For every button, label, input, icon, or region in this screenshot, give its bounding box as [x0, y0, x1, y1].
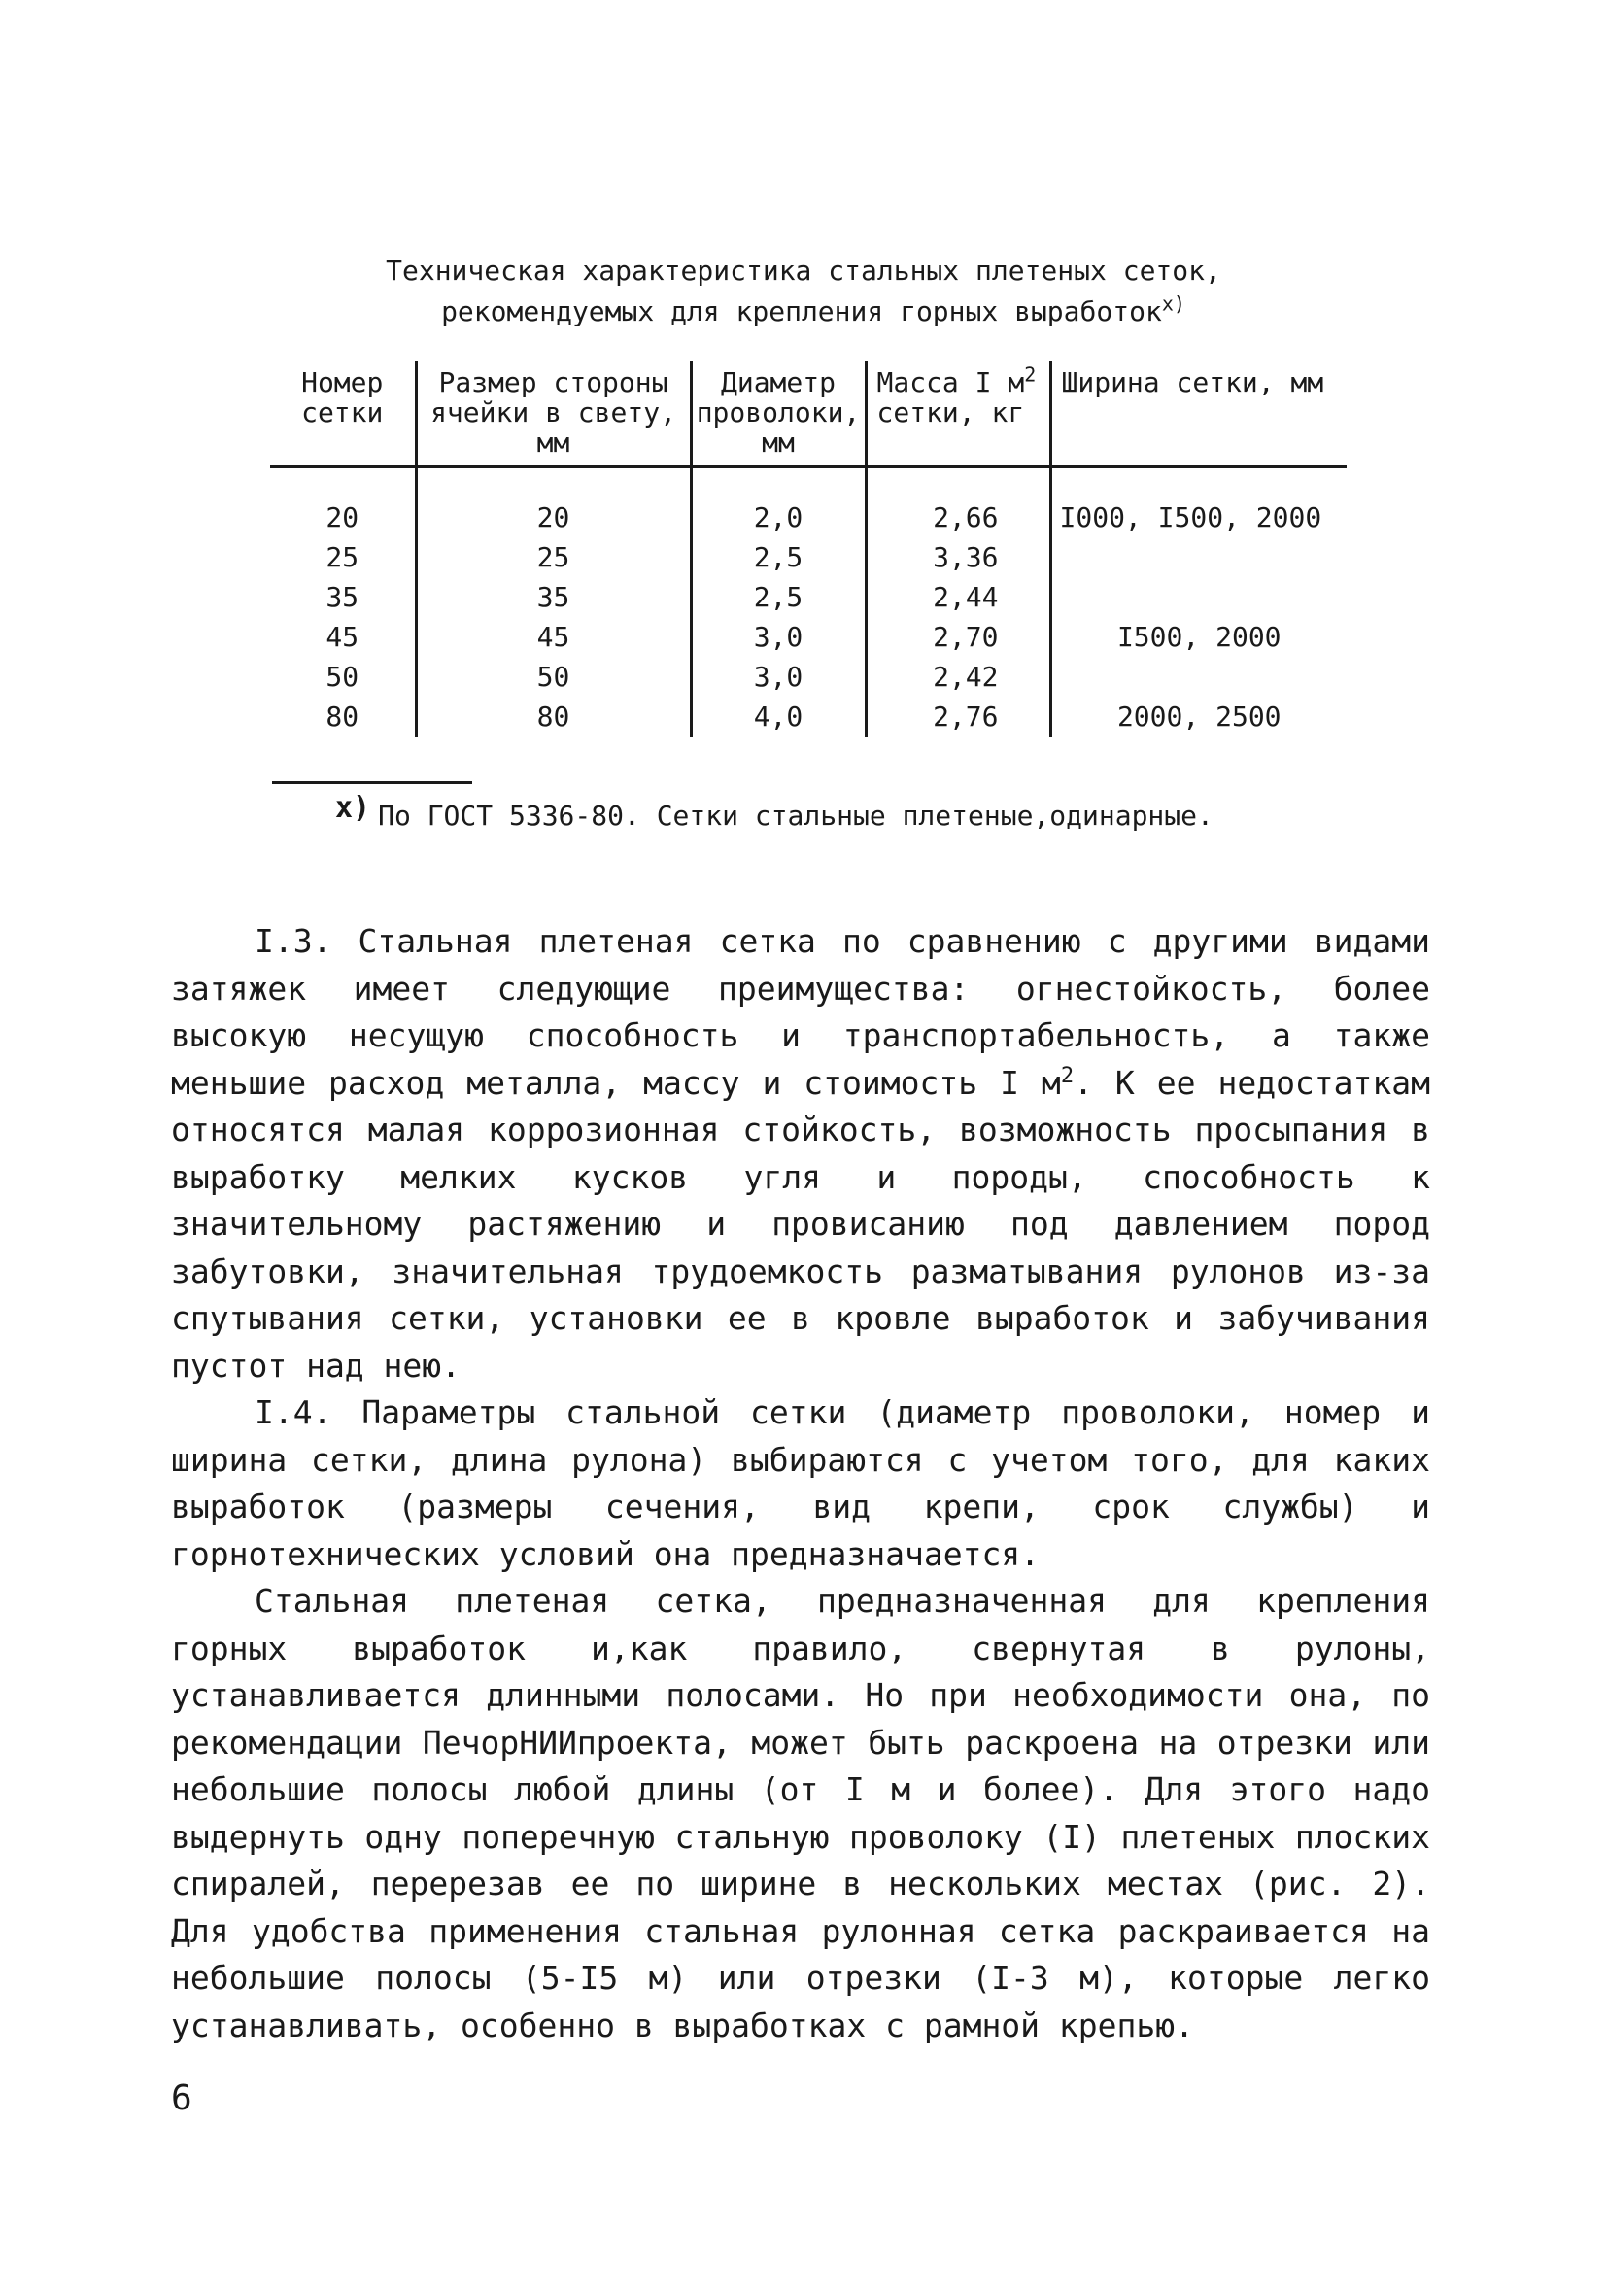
cell-width — [1050, 577, 1347, 617]
cell-number: 35 — [325, 581, 359, 613]
cell-wire-diameter: 4,0 — [691, 697, 866, 737]
cell-width: I500, 2000 — [1050, 617, 1347, 657]
page-number: 6 — [171, 2078, 192, 2118]
cell-wire-diameter: 2,0 — [691, 467, 866, 538]
cell-wire-diameter: 2,5 — [691, 577, 866, 617]
cell-number: 20 — [325, 501, 359, 533]
cell-cell-size: 45 — [416, 617, 691, 657]
table-row — [270, 537, 1347, 577]
cell-width: 2000, 2500 — [1050, 697, 1347, 737]
header-wire-diameter: Диаметр проволоки, мм — [691, 361, 866, 467]
paragraph-1-3-end: . К ее недостаткам относятся малая коррозионная стойкость, возможность просыпания в выработку мелких кусков угля и породы, способность к значительному растяжению и провисанию под давлением пород забутовки, значительная трудоемкость разматывания рулонов из-за спутывания сетки, установки ее в кровле выработок и забучивания пустот над нею. — [171, 1063, 1431, 1385]
cell-width: I000, I500, 2000 — [1050, 467, 1347, 538]
cell-number: 25 — [325, 541, 359, 573]
table-row — [270, 467, 1347, 538]
cell-width — [1050, 537, 1347, 577]
body-text — [171, 918, 1430, 2049]
mesh-specs-table — [270, 361, 1347, 737]
cell-mass: 2,76 — [866, 697, 1050, 737]
table-caption-line2 — [0, 291, 1607, 332]
cell-number: 45 — [325, 621, 359, 653]
cell-mass: 2,70 — [866, 617, 1050, 657]
table-header-row — [270, 361, 1347, 467]
table-caption-line2-text: рекомендуемых для крепления горных выработок — [441, 295, 1162, 327]
paragraph-steel-mesh: Стальная плетеная сетка, предназначенная для крепления горных выработок и,как правило, свернутая в рулоны, устанавливается длинными полосами. Но при необходимости она, по рекомендации ПечорНИИпроекта, может быть раскроена на отрезки или небольшие полосы любой длины (от I м и более). Для этого надо выдернуть одну поперечную стальную проволоку (I) плетеных плоских спиралей, перерезав ее по ширине в нескольких местах (рис. 2). Для удобства применения стальная рулонная сетка раскраивается на небольшие полосы (5-I5 м) или отрезки (I-3 м), которые легко устанавливать, особенно в выработках с рамной крепью. — [171, 1582, 1430, 2044]
footnote-marker: x) — [335, 791, 371, 825]
paragraph-1-3-superscript: 2 — [1060, 1063, 1075, 1088]
table-row — [270, 577, 1347, 617]
paragraph-1-4: I.4. Параметры стальной сетки (диаметр проволоки, номер и ширина сетки, длина рулона) выбираются с учетом того, для каких выработок (размеры сечения, вид крепи, срок службы) и горнотехнических условий она предназначается. — [171, 1393, 1430, 1573]
cell-mass: 2,42 — [866, 657, 1050, 697]
table-row — [270, 697, 1347, 737]
cell-mass: 3,36 — [866, 537, 1050, 577]
table-row — [270, 617, 1347, 657]
cell-width — [1050, 657, 1347, 697]
header-mass-prefix: Масса I м — [876, 366, 1025, 398]
paragraph-1-3-start: I.3. Стальная плетеная сетка по сравнению с другими видами затяжек имеет следующие преимущества: огнестойкость, более высокую несущую способность и транспортабельность, а также меньшие расход металла, массу и стоимость I м — [171, 922, 1430, 1102]
cell-mass: 2,66 — [866, 467, 1050, 538]
cell-cell-size: 20 — [416, 467, 691, 538]
cell-wire-diameter: 2,5 — [691, 537, 866, 577]
header-number: Номер сетки — [270, 361, 416, 467]
cell-mass: 2,44 — [866, 577, 1050, 617]
cell-cell-size: 80 — [416, 697, 691, 737]
footnote-text: По ГОСТ 5336-80. Сетки стальные плетеные,одинарные. — [378, 800, 1214, 832]
table-caption-footnote-marker: x) — [1161, 291, 1185, 316]
paragraph-1-3 — [171, 918, 1430, 1389]
cell-number: 80 — [325, 701, 359, 733]
header-mass-suffix: сетки, кг — [876, 396, 1025, 428]
footnote-divider — [272, 781, 472, 784]
cell-cell-size: 25 — [416, 537, 691, 577]
table-caption — [0, 251, 1607, 332]
header-cell-size: Размер стороны ячейки в свету, мм — [416, 361, 691, 467]
cell-cell-size: 50 — [416, 657, 691, 697]
cell-cell-size: 35 — [416, 577, 691, 617]
table-row — [270, 657, 1347, 697]
cell-number: 50 — [325, 661, 359, 693]
cell-wire-diameter: 3,0 — [691, 657, 866, 697]
header-mass — [866, 361, 1050, 467]
footnote — [335, 791, 1214, 836]
table-caption-line1: Техническая характеристика стальных плетеных сеток, — [386, 255, 1221, 287]
cell-wire-diameter: 3,0 — [691, 617, 866, 657]
header-mass-superscript: 2 — [1024, 362, 1037, 387]
header-width: Ширина сетки, мм — [1050, 361, 1347, 467]
